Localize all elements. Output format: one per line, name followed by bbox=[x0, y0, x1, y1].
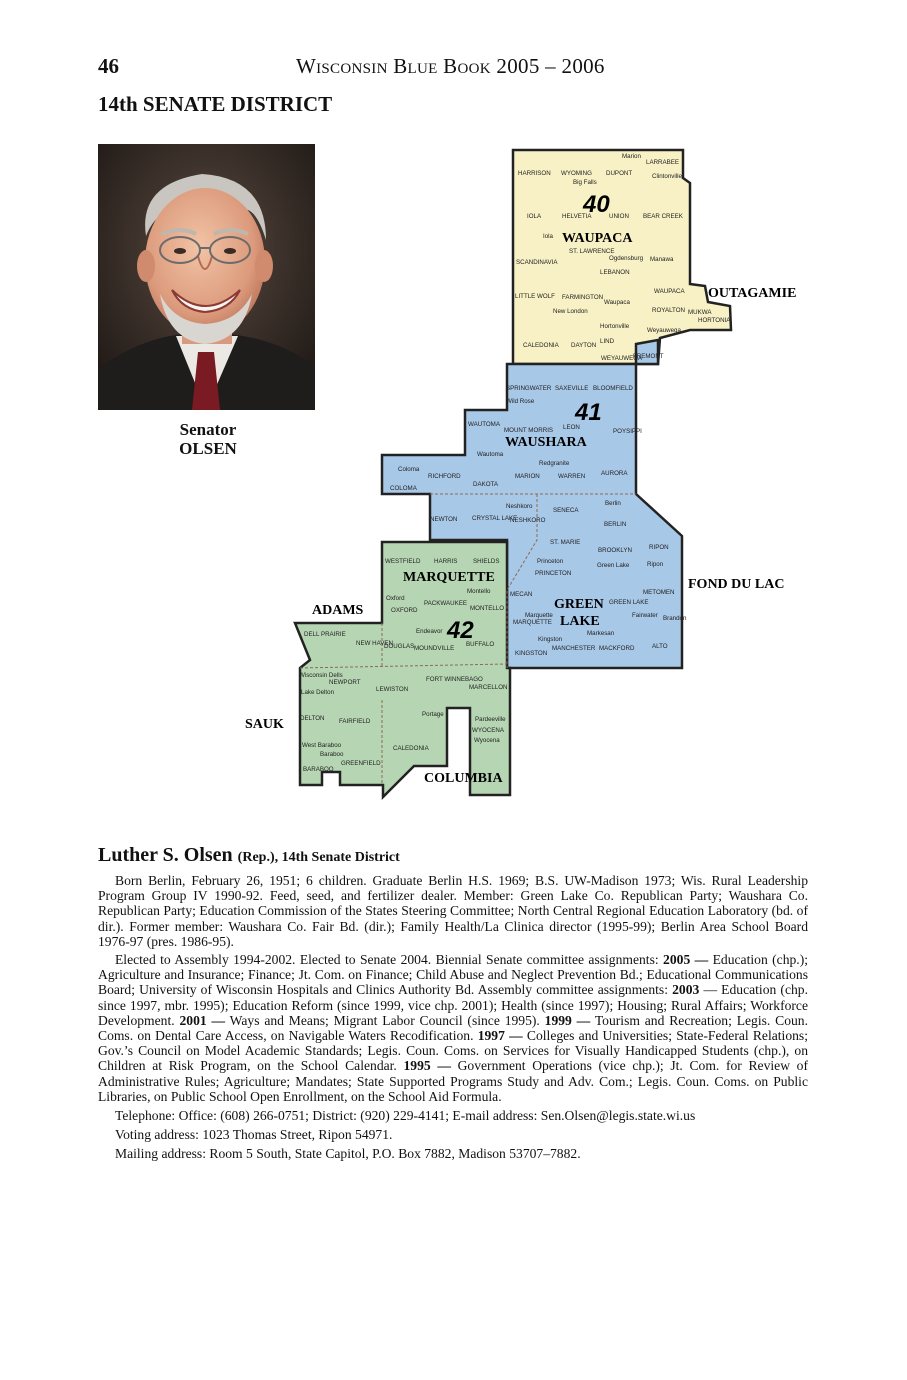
township-label: SAXEVILLE bbox=[555, 385, 589, 392]
bio-telephone: Telephone: Office: (608) 266-0751; District: (920) 229-4141; E-mail address: Sen.Olsen@legis.state.wi.us bbox=[115, 1108, 696, 1124]
township-label: Wild Rose bbox=[506, 398, 535, 405]
bio-paragraph-personal: Born Berlin, February 26, 1951; 6 children. Graduate Berlin H.S. 1969; B.S. UW-Madison 1973; Wis. Rural Leadership Program Group IV 1990-92. Feed, seed, and fertilizer dealer. Member: Green Lake Co. Republican Party; Waushara Co. Republican Party; Education Commission of the States Steering Committee; North Central Regional Education Laboratory (bd. of dir.). Former member: Waushara Co. Fair Bd. (dir.); Family Health/La Clinica director (1995-99); Berlin Area School Board 1976-97 (pres. 1986-95). bbox=[98, 873, 808, 949]
township-label: Waupaca bbox=[604, 299, 630, 306]
township-label: DAYTON bbox=[571, 342, 597, 349]
township-label: NESHKORO bbox=[510, 517, 546, 524]
session-year: 1995 — bbox=[403, 1058, 451, 1074]
township-label: SPRINGWATER bbox=[506, 385, 552, 392]
township-label: Kingston bbox=[538, 636, 563, 643]
township-label: New London bbox=[553, 308, 588, 315]
township-label: NEWTON bbox=[430, 516, 458, 523]
senator-name: Luther S. Olsen bbox=[98, 844, 233, 866]
county-label-green-lake-2: LAKE bbox=[560, 614, 600, 629]
township-label: IOLA bbox=[527, 213, 542, 220]
township-label: Marquette bbox=[525, 612, 553, 619]
session-year: 1999 — bbox=[544, 1012, 591, 1028]
township-label: Berlin bbox=[605, 500, 621, 507]
township-label: HORTONIA bbox=[698, 317, 731, 324]
text-run: — Education (chp. since 1997, mbr. 1995); Education Reform (since 1999, vice chp. 2001); Health (since 1997); Housing; Rural Affairs; Workforce Development. bbox=[98, 982, 808, 1028]
township-label: POYSIPPI bbox=[613, 428, 642, 435]
township-label: WESTFIELD bbox=[385, 558, 421, 565]
township-label: HARRIS bbox=[434, 558, 458, 565]
township-label: WEYAUWEGA bbox=[601, 355, 643, 362]
township-label: DELL PRAIRIE bbox=[304, 631, 346, 638]
district-number-42: 42 bbox=[447, 617, 474, 644]
township-label: RIPON bbox=[649, 544, 669, 551]
township-label: SHIELDS bbox=[473, 558, 500, 565]
township-label: BERLIN bbox=[604, 521, 627, 528]
township-label: WAUPACA bbox=[654, 288, 685, 295]
party-district: (Rep.), 14th Senate District bbox=[237, 850, 400, 865]
township-label: KINGSTON bbox=[515, 650, 548, 657]
township-label: LIND bbox=[600, 338, 615, 345]
text-run: Tourism and Recreation; Legis. Coun. Coms. on Dental Care Access, on Navigable Waters Recodification. bbox=[98, 1012, 808, 1044]
township-label: Clintonville bbox=[652, 173, 682, 180]
township-label: DOUGLAS bbox=[384, 643, 415, 650]
district-number-41: 41 bbox=[575, 399, 602, 426]
township-label: Endeavor bbox=[416, 628, 443, 635]
township-label: MOUNDVILLE bbox=[414, 645, 455, 652]
text-run: Government Operations (vice chp.); Jt. Com. for Review of Administrative Rules; Agriculture; Mandates; State Supported Programs Study and Adv. Com.; Legis. Coun. Coms. on Public Libraries, on Public School Open Enrollment, on the School Aid Formula. bbox=[98, 1058, 808, 1104]
session-year: 2001 — bbox=[179, 1012, 226, 1028]
township-label: Marion bbox=[622, 153, 641, 160]
township-label: Weyauwega bbox=[647, 327, 681, 334]
district-number-40: 40 bbox=[583, 191, 610, 218]
township-label: MANCHESTER bbox=[552, 645, 596, 652]
township-label: OXFORD bbox=[391, 607, 418, 614]
district-map bbox=[240, 140, 820, 810]
township-label: LEBANON bbox=[600, 269, 630, 276]
township-label: NEW HAVEN bbox=[356, 640, 394, 647]
township-label: Portage bbox=[422, 711, 444, 718]
bio-heading bbox=[98, 844, 808, 867]
township-label: MARQUETTE bbox=[513, 619, 552, 626]
township-label: Iola bbox=[543, 233, 553, 240]
township-label: MOUNT MORRIS bbox=[504, 427, 554, 434]
township-label: BUFFALO bbox=[466, 641, 495, 648]
township-label: PRINCETON bbox=[535, 570, 572, 577]
adjacent-county-fond-du-lac: FOND DU LAC bbox=[688, 577, 785, 592]
bio-paragraph-legislative bbox=[98, 952, 808, 1104]
county-label-marquette: MARQUETTE bbox=[403, 570, 495, 585]
township-label: Green Lake bbox=[597, 562, 630, 569]
township-label: WYOMING bbox=[561, 170, 592, 177]
township-label: Big Falls bbox=[573, 179, 597, 186]
township-label: BARABOO bbox=[303, 766, 334, 773]
township-label: AURORA bbox=[601, 470, 628, 477]
session-year: 2003 bbox=[672, 982, 700, 998]
township-label: SENECA bbox=[553, 507, 579, 514]
township-label: MARCELLON bbox=[469, 684, 508, 691]
township-label: Markesan bbox=[587, 630, 615, 637]
caption-title: Senator bbox=[179, 420, 237, 439]
text-run: Elected to Assembly 1994-2002. Elected to Senate 2004. Biennial Senate committee assignments: bbox=[115, 952, 664, 968]
township-label: Baraboo bbox=[320, 751, 344, 758]
township-label: FARMINGTON bbox=[562, 294, 604, 301]
adjacent-county-sauk: SAUK bbox=[245, 717, 284, 732]
section-title: 14th SENATE DISTRICT bbox=[98, 92, 333, 116]
township-label: LEON bbox=[563, 424, 580, 431]
township-label: Fairwater bbox=[632, 612, 658, 619]
township-label: Manawa bbox=[650, 256, 674, 263]
township-label: WARREN bbox=[558, 473, 586, 480]
township-label: Wautoma bbox=[477, 451, 504, 458]
township-label: Neshkoro bbox=[506, 503, 533, 510]
county-label-waushara: WAUSHARA bbox=[505, 435, 587, 450]
township-label: LARRABEE bbox=[646, 159, 680, 166]
biography bbox=[98, 844, 808, 1162]
township-label: ST. MARIE bbox=[550, 539, 581, 546]
township-label: Princeton bbox=[537, 558, 564, 565]
township-label: LEWISTON bbox=[376, 686, 409, 693]
township-label: Coloma bbox=[398, 466, 420, 473]
session-year: 2005 — bbox=[663, 952, 709, 968]
township-label: HARRISON bbox=[518, 170, 551, 177]
bio-voting-address: Voting address: 1023 Thomas Street, Ripon 54971. bbox=[115, 1127, 393, 1143]
running-title: Wisconsin Blue Book 2005 – 2006 bbox=[296, 54, 605, 78]
adjacent-county-columbia: COLUMBIA bbox=[424, 771, 503, 786]
caption-name: OLSEN bbox=[179, 439, 237, 458]
township-label: Brandon bbox=[663, 615, 687, 622]
township-label: FORT WINNEBAGO bbox=[426, 676, 483, 683]
township-label: SCANDINAVIA bbox=[516, 259, 558, 266]
township-label: METOMEN bbox=[643, 589, 675, 596]
township-label: DAKOTA bbox=[473, 481, 498, 488]
township-label: BROOKLYN bbox=[598, 547, 632, 554]
township-label: DELTON bbox=[300, 715, 325, 722]
township-label: Wyocena bbox=[474, 737, 500, 744]
township-label: ALTO bbox=[652, 643, 668, 650]
township-label: PACKWAUKEE bbox=[424, 600, 467, 607]
adjacent-county-adams: ADAMS bbox=[312, 603, 364, 618]
township-label: MONTELLO bbox=[470, 605, 505, 612]
session-year: 1997 — bbox=[477, 1028, 523, 1044]
township-label: FAIRFIELD bbox=[339, 718, 371, 725]
township-label: HELVETIA bbox=[562, 213, 592, 220]
township-label: Hortonville bbox=[600, 323, 630, 330]
township-label: Ripon bbox=[647, 561, 664, 568]
township-label: NEWPORT bbox=[329, 679, 361, 686]
township-label: COLOMA bbox=[390, 485, 417, 492]
page-number: 46 bbox=[98, 54, 119, 78]
township-label: Pardeeville bbox=[475, 716, 506, 723]
township-label: LITTLE WOLF bbox=[515, 293, 555, 300]
township-label: Redgranite bbox=[539, 460, 570, 467]
township-label: ROYALTON bbox=[652, 307, 686, 314]
county-label-waupaca: WAUPACA bbox=[562, 231, 633, 246]
text-run: Education (chp.); Agriculture and Insurance; Finance; Jt. Com. on Finance; Child Abuse and Neglect Prevention Bd.; Educational Communications Board; University of Wisconsin Hospitals and Clinics Authority Bd. Assembly committee assignments: bbox=[98, 952, 808, 998]
text-run: Colleges and Universities; State-Federal Relations; Gov.’s Council on Model Academic Standards; Legis. Coun. Coms. on Services for Visually Handicapped Students (chp.), on Children at Risk Program, on the School Calendar. bbox=[98, 1028, 808, 1074]
township-label: GREENFIELD bbox=[341, 760, 381, 767]
township-label: CALEDONIA bbox=[393, 745, 429, 752]
township-label: Wisconsin Dells bbox=[299, 672, 343, 679]
township-label: MARION bbox=[515, 473, 540, 480]
township-label: UNION bbox=[609, 213, 629, 220]
township-label: MUKWA bbox=[688, 309, 712, 316]
township-label: BEAR CREEK bbox=[643, 213, 683, 220]
county-label-green-lake-1: GREEN bbox=[554, 597, 604, 612]
township-label: Lake Delton bbox=[301, 689, 335, 696]
township-label: WAUTOMA bbox=[468, 421, 500, 428]
township-label: Oxford bbox=[386, 595, 405, 602]
township-label: MECAN bbox=[510, 591, 533, 598]
text-run: Ways and Means; Migrant Labor Council (since 1995). bbox=[225, 1012, 545, 1028]
township-label: FREMONT bbox=[633, 353, 664, 360]
township-label: CRYSTAL LAKE bbox=[472, 515, 518, 522]
township-label: CALEDONIA bbox=[523, 342, 559, 349]
township-label: DUPONT bbox=[606, 170, 633, 177]
township-label: RICHFORD bbox=[428, 473, 461, 480]
township-label: MACKFORD bbox=[599, 645, 635, 652]
adjacent-county-outagamie: OUTAGAMIE bbox=[708, 286, 797, 301]
township-label: Montello bbox=[467, 588, 491, 595]
township-label: Ogdensburg bbox=[609, 255, 644, 262]
township-label: West Baraboo bbox=[302, 742, 342, 749]
township-label: GREEN LAKE bbox=[609, 599, 649, 606]
bio-mailing-address: Mailing address: Room 5 South, State Capitol, P.O. Box 7882, Madison 53707–7882. bbox=[115, 1146, 581, 1162]
township-label: BLOOMFIELD bbox=[593, 385, 633, 392]
township-label: WYOCENA bbox=[472, 727, 504, 734]
township-label: ST. LAWRENCE bbox=[569, 248, 615, 255]
